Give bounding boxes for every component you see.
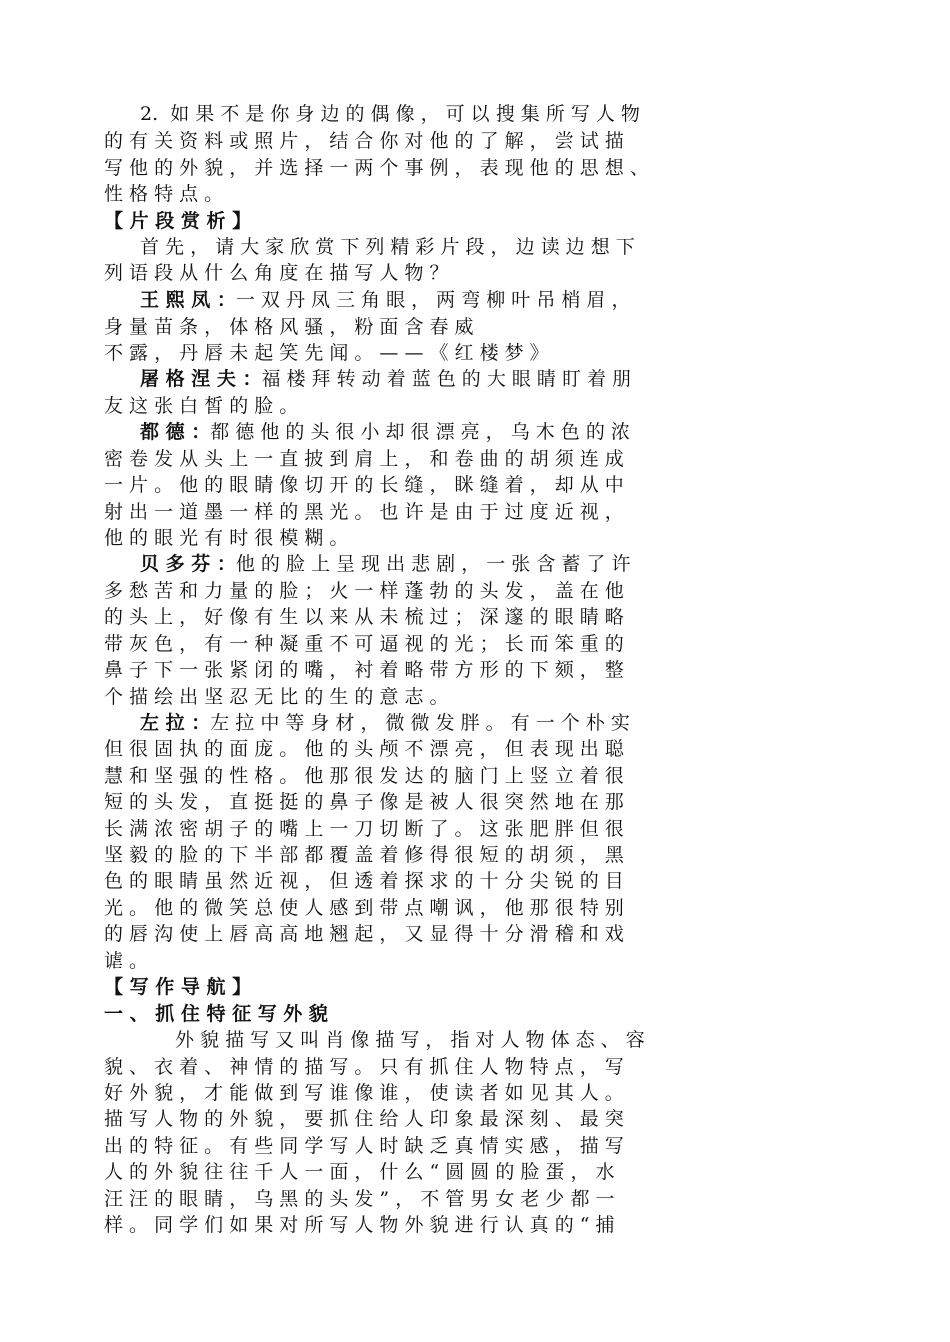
text-line: 个 描 绘 出 坚 忍 无 比 的 生 的 意 志 。 xyxy=(104,686,449,708)
text-line: 谑 。 xyxy=(104,950,149,972)
character-name: 贝 多 芬 ： xyxy=(140,553,236,575)
text-line: 长 满 浓 密 胡 子 的 嘴 上 一 刀 切 断 了 。 这 张 肥 胖 但 很 xyxy=(104,818,624,840)
text-line: 色 的 眼 睛 虽 然 近 视 ， 但 透 着 探 求 的 十 分 尖 锐 的 目 xyxy=(104,870,624,892)
text-line: 友 这 张 白 皙 的 脸 。 xyxy=(104,395,299,417)
text-line: 汪 汪 的 眼 睛 ， 乌 黑 的 头 发 ” ， 不 管 男 女 老 少 都 一 xyxy=(104,1188,615,1210)
text-line: 性 格 特 点 。 xyxy=(104,183,224,205)
section-heading: 【 写 作 导 航 】 xyxy=(104,976,252,998)
text-line: 的 头 上 ， 好 像 有 生 以 来 从 未 梳 过 ； 深 邃 的 眼 睛 略 xyxy=(104,606,624,628)
text-line: 多 愁 苦 和 力 量 的 脸 ； 火 一 样 蓬 勃 的 头 发 ， 盖 在 他 xyxy=(104,580,624,602)
text-line: 外 貌 描 写 又 叫 肖 像 描 写 ， 指 对 人 物 体 态 、 容 xyxy=(175,1029,645,1051)
excerpt-line: 左 拉 ：左 拉 中 等 身 材 ， 微 微 发 胖 。 有 一 个 朴 实 xyxy=(140,712,630,734)
text-line: 貌 、 衣 着 、 神 情 的 描 写 。 只 有 抓 住 人 物 特 点 ， 写 xyxy=(104,1056,624,1078)
text-line: 短 的 头 发 ， 直 挺 挺 的 鼻 子 像 是 被 人 很 突 然 地 在 那 xyxy=(104,791,624,813)
text-line: 写 他 的 外 貌 ， 并 选 择 一 两 个 事 例 ， 表 现 他 的 思 想 、 xyxy=(104,157,649,179)
text-line: 身 量 苗 条 ， 体 格 风 骚 ， 粉 面 含 春 威 xyxy=(104,316,474,338)
text-line: 坚 毅 的 脸 的 下 半 部 都 覆 盖 着 修 得 很 短 的 胡 须 ， 黑 xyxy=(104,844,624,866)
text-line: 一 片 。 他 的 眼 睛 像 切 开 的 长 缝 ， 眯 缝 着 ， 却 从 中 xyxy=(104,474,624,496)
text-line: 首 先 ， 请 大 家 欣 赏 下 列 精 彩 片 段 ， 边 读 边 想 下 xyxy=(140,236,635,258)
text-line: 出 的 特 征 。 有 些 同 学 写 人 时 缺 乏 真 情 实 感 ， 描 写 xyxy=(104,1135,624,1157)
section-heading: 【 片 段 赏 析 】 xyxy=(104,210,252,232)
text-line: 射 出 一 道 墨 一 样 的 黑 光 。 也 许 是 由 于 过 度 近 视 ， xyxy=(104,501,624,523)
excerpt-line: 王 熙 凤 ：一 双 丹 凤 三 角 眼 ， 两 弯 柳 叶 吊 梢 眉 ， xyxy=(140,289,631,311)
text-line: 样 。 同 学 们 如 果 对 所 写 人 物 外 貌 进 行 认 真 的 “ 捕 xyxy=(104,1214,615,1236)
text-line: 人 的 外 貌 往 往 千 人 一 面 ， 什 么 “ 圆 圆 的 脸 蛋 ， 水 xyxy=(104,1161,615,1183)
excerpt-line: 屠 格 涅 夫 ：福 楼 拜 转 动 着 蓝 色 的 大 眼 睛 盯 着 朋 xyxy=(140,368,632,390)
character-name: 左 拉 ： xyxy=(140,712,211,734)
text-line: 但 很 固 执 的 面 庞 。 他 的 头 颅 不 漂 亮 ， 但 表 现 出 聪 xyxy=(104,738,624,760)
text-line: 描 写 人 物 的 外 貌 ， 要 抓 住 给 人 印 象 最 深 刻 、 最 突 xyxy=(104,1108,624,1130)
character-name: 王 熙 凤 ： xyxy=(140,289,236,311)
excerpt-line: 贝 多 芬 ：他 的 脸 上 呈 现 出 悲 剧 ， 一 张 含 蓄 了 许 xyxy=(140,553,631,575)
text-line: 的 有 关 资 料 或 照 片 ， 结 合 你 对 他 的 了 解 ， 尝 试 描 xyxy=(104,130,624,152)
text-line: 他 的 眼 光 有 时 很 模 糊 。 xyxy=(104,527,349,549)
text-line: 慧 和 坚 强 的 性 格 。 他 那 很 发 达 的 脑 门 上 竖 立 着 很 xyxy=(104,765,624,787)
text-line: 列 语 段 从 什 么 角 度 在 描 写 人 物 ？ xyxy=(104,262,449,284)
text-line: 鼻 子 下 一 张 紧 闭 的 嘴 ， 衬 着 略 带 方 形 的 下 颏 ， 整 xyxy=(104,659,624,681)
character-name: 屠 格 涅 夫 ： xyxy=(140,368,262,390)
text-line: 带 灰 色 ， 有 一 种 凝 重 不 可 逼 视 的 光 ； 长 而 笨 重 的 xyxy=(104,633,624,655)
character-name: 都 德 ： xyxy=(140,421,211,443)
text-line: 密 卷 发 从 头 上 一 直 披 到 肩 上 ， 和 卷 曲 的 胡 须 连 成 xyxy=(104,448,624,470)
text-line: 好 外 貌 ， 才 能 做 到 写 谁 像 谁 ， 使 读 者 如 见 其 人 。 xyxy=(104,1082,624,1104)
excerpt-line: 都 德 ：都 德 他 的 头 很 小 却 很 漂 亮 ， 乌 木 色 的 浓 xyxy=(140,421,630,443)
subsection-heading: 一 、 抓 住 特 征 写 外 貌 xyxy=(104,1003,328,1025)
text-line: 光 。 他 的 微 笑 总 使 人 感 到 带 点 嘲 讽 ， 他 那 很 特 别 xyxy=(104,897,624,919)
text-line: 2. 如 果 不 是 你 身 边 的 偶 像 ， 可 以 搜 集 所 写 人 物 xyxy=(140,103,640,125)
text-line: 不 露 ， 丹 唇 未 起 笑 先 闻 。 — — 《 红 楼 梦 》 xyxy=(104,342,549,364)
text-line: 的 唇 沟 使 上 唇 高 高 地 翘 起 ， 又 显 得 十 分 滑 稽 和 戏 xyxy=(104,923,624,945)
